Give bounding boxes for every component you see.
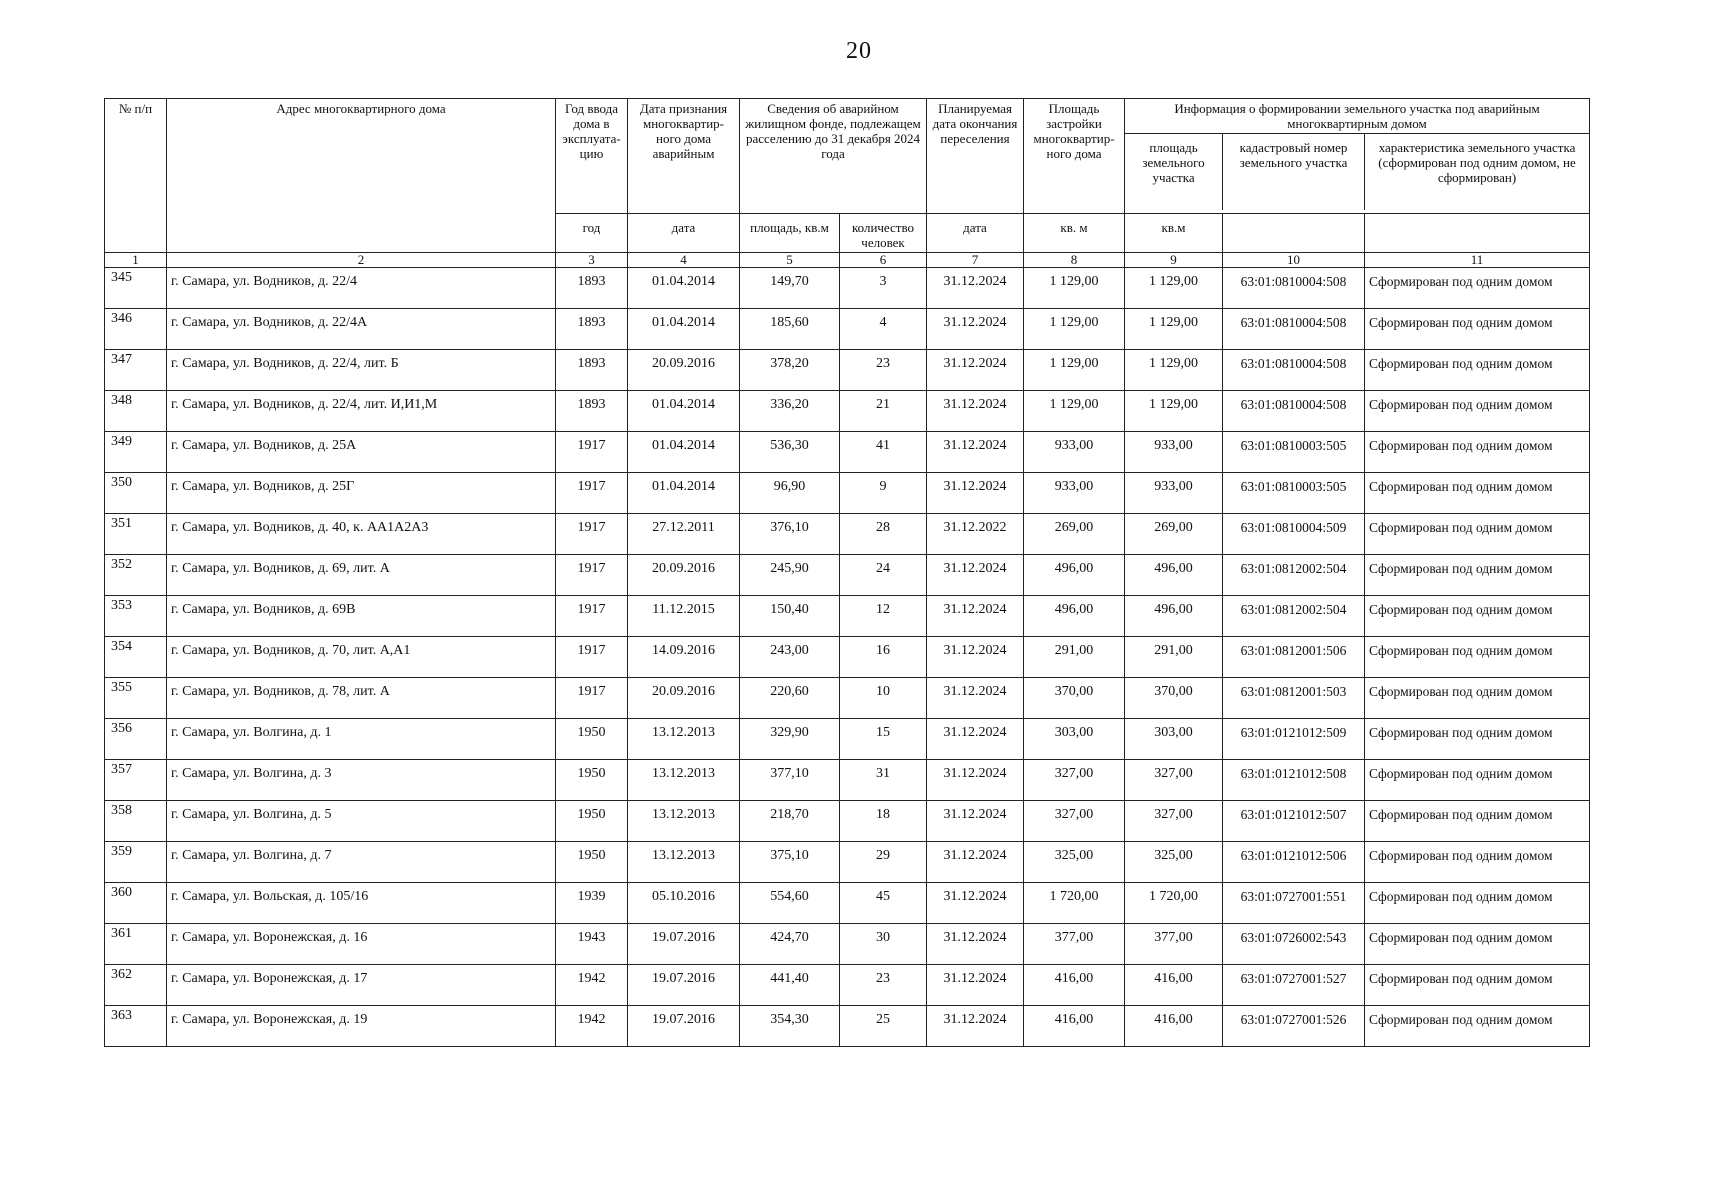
table-row (105, 555, 1590, 596)
row-cadastral: 63:01:0810003:505 (1223, 432, 1365, 473)
row-year: 1917 (556, 678, 628, 719)
row-building-area: 291,00 (1024, 637, 1125, 678)
unit-char-empty (1365, 214, 1590, 253)
row-address: г. Самара, ул. Воронежская, д. 19 (167, 1006, 556, 1047)
col-index: 9 (1125, 253, 1223, 268)
row-year: 1939 (556, 883, 628, 924)
row-land-char: Сформирован под одним домом (1365, 924, 1590, 965)
row-land-area: 1 129,00 (1125, 309, 1223, 350)
row-planned-date: 31.12.2024 (927, 1006, 1024, 1047)
row-number: 360 (105, 883, 167, 924)
row-year: 1942 (556, 965, 628, 1006)
row-date-recognized: 01.04.2014 (628, 268, 740, 309)
row-number: 353 (105, 596, 167, 637)
col-index: 1 (105, 253, 167, 268)
row-planned-date: 31.12.2024 (927, 268, 1024, 309)
col-index: 2 (167, 253, 556, 268)
row-people: 23 (840, 965, 927, 1006)
row-number: 347 (105, 350, 167, 391)
row-area: 424,70 (740, 924, 840, 965)
row-area: 354,30 (740, 1006, 840, 1047)
row-building-area: 416,00 (1024, 965, 1125, 1006)
row-land-area: 327,00 (1125, 801, 1223, 842)
row-year: 1942 (556, 1006, 628, 1047)
col-index: 10 (1223, 253, 1365, 268)
table-row (105, 350, 1590, 391)
row-address: г. Самара, ул. Водников, д. 69В (167, 596, 556, 637)
row-year: 1893 (556, 268, 628, 309)
row-land-char: Сформирован под одним домом (1365, 350, 1590, 391)
header-num: № п/п (105, 99, 167, 253)
header-address: Адрес многоквартирного дома (167, 99, 556, 253)
row-land-char: Сформирован под одним домом (1365, 596, 1590, 637)
row-planned-date: 31.12.2024 (927, 678, 1024, 719)
row-land-area: 377,00 (1125, 924, 1223, 965)
row-number: 357 (105, 760, 167, 801)
row-number: 352 (105, 555, 167, 596)
row-area: 150,40 (740, 596, 840, 637)
row-land-area: 1 720,00 (1125, 883, 1223, 924)
row-date-recognized: 19.07.2016 (628, 1006, 740, 1047)
row-year: 1917 (556, 555, 628, 596)
row-year: 1917 (556, 473, 628, 514)
row-land-char: Сформирован под одним домом (1365, 719, 1590, 760)
row-date-recognized: 14.09.2016 (628, 637, 740, 678)
row-address: г. Самара, ул. Волгина, д. 7 (167, 842, 556, 883)
row-date-recognized: 20.09.2016 (628, 555, 740, 596)
row-building-area: 327,00 (1024, 801, 1125, 842)
row-area: 375,10 (740, 842, 840, 883)
row-year: 1893 (556, 350, 628, 391)
table-row (105, 801, 1590, 842)
row-land-char: Сформирован под одним домом (1365, 1006, 1590, 1047)
row-planned-date: 31.12.2024 (927, 883, 1024, 924)
row-area: 377,10 (740, 760, 840, 801)
row-planned-date: 31.12.2024 (927, 842, 1024, 883)
row-building-area: 1 129,00 (1024, 309, 1125, 350)
row-number: 346 (105, 309, 167, 350)
row-cadastral: 63:01:0727001:551 (1223, 883, 1365, 924)
row-year: 1917 (556, 637, 628, 678)
row-number: 363 (105, 1006, 167, 1047)
row-building-area: 377,00 (1024, 924, 1125, 965)
row-building-area: 370,00 (1024, 678, 1125, 719)
row-address: г. Самара, ул. Водников, д. 22/4, лит. И,И1,М (167, 391, 556, 432)
header-cadastral: кадастровый номер земельного участка (1223, 134, 1365, 210)
row-area: 96,90 (740, 473, 840, 514)
col-index: 3 (556, 253, 628, 268)
row-year: 1917 (556, 596, 628, 637)
row-area: 376,10 (740, 514, 840, 555)
row-land-char: Сформирован под одним домом (1365, 801, 1590, 842)
row-number: 345 (105, 268, 167, 309)
row-address: г. Самара, ул. Водников, д. 78, лит. А (167, 678, 556, 719)
row-address: г. Самара, ул. Вольская, д. 105/16 (167, 883, 556, 924)
row-people: 28 (840, 514, 927, 555)
col-index: 4 (628, 253, 740, 268)
row-area: 245,90 (740, 555, 840, 596)
row-area: 378,20 (740, 350, 840, 391)
row-building-area: 1 129,00 (1024, 268, 1125, 309)
table-row (105, 391, 1590, 432)
row-building-area: 933,00 (1024, 473, 1125, 514)
row-number: 358 (105, 801, 167, 842)
row-building-area: 416,00 (1024, 1006, 1125, 1047)
row-cadastral: 63:01:0812001:506 (1223, 637, 1365, 678)
table-row (105, 883, 1590, 924)
row-area: 149,70 (740, 268, 840, 309)
page-number: 20 (846, 38, 872, 64)
row-land-area: 933,00 (1125, 432, 1223, 473)
unit-cadastral-empty (1223, 214, 1365, 253)
row-number: 354 (105, 637, 167, 678)
row-address: г. Самара, ул. Водников, д. 25Г (167, 473, 556, 514)
row-land-char: Сформирован под одним домом (1365, 965, 1590, 1006)
table-row (105, 760, 1590, 801)
row-address: г. Самара, ул. Волгина, д. 1 (167, 719, 556, 760)
table-body (105, 268, 1590, 1047)
row-cadastral: 63:01:0810003:505 (1223, 473, 1365, 514)
row-people: 41 (840, 432, 927, 473)
row-building-area: 1 129,00 (1024, 350, 1125, 391)
row-land-char: Сформирован под одним домом (1365, 842, 1590, 883)
row-year: 1950 (556, 842, 628, 883)
row-address: г. Самара, ул. Водников, д. 22/4 (167, 268, 556, 309)
row-area: 218,70 (740, 801, 840, 842)
column-index-row (105, 253, 1590, 268)
row-people: 21 (840, 391, 927, 432)
row-cadastral: 63:01:0121012:506 (1223, 842, 1365, 883)
row-number: 356 (105, 719, 167, 760)
col-index: 11 (1365, 253, 1590, 268)
row-address: г. Самара, ул. Воронежская, д. 16 (167, 924, 556, 965)
row-year: 1893 (556, 391, 628, 432)
table-row (105, 965, 1590, 1006)
row-area: 243,00 (740, 637, 840, 678)
row-building-area: 303,00 (1024, 719, 1125, 760)
row-date-recognized: 27.12.2011 (628, 514, 740, 555)
row-cadastral: 63:01:0810004:508 (1223, 350, 1365, 391)
row-land-area: 496,00 (1125, 555, 1223, 596)
row-year: 1950 (556, 801, 628, 842)
header-emergency-fund: Сведения об аварийном жилищном фонде, подлежащем расселению до 31 декабря 2024 года (740, 99, 927, 214)
table-row (105, 596, 1590, 637)
row-planned-date: 31.12.2024 (927, 350, 1024, 391)
row-building-area: 1 720,00 (1024, 883, 1125, 924)
row-cadastral: 63:01:0121012:509 (1223, 719, 1365, 760)
table-row (105, 678, 1590, 719)
row-planned-date: 31.12.2024 (927, 309, 1024, 350)
row-planned-date: 31.12.2024 (927, 391, 1024, 432)
col-index: 8 (1024, 253, 1125, 268)
unit-area: площадь, кв.м (740, 214, 840, 253)
table-row (105, 842, 1590, 883)
row-number: 348 (105, 391, 167, 432)
row-address: г. Самара, ул. Водников, д. 22/4, лит. Б (167, 350, 556, 391)
row-year: 1917 (556, 514, 628, 555)
row-year: 1943 (556, 924, 628, 965)
row-area: 554,60 (740, 883, 840, 924)
row-date-recognized: 13.12.2013 (628, 719, 740, 760)
row-people: 9 (840, 473, 927, 514)
row-land-char: Сформирован под одним домом (1365, 309, 1590, 350)
row-people: 30 (840, 924, 927, 965)
row-people: 18 (840, 801, 927, 842)
row-people: 45 (840, 883, 927, 924)
row-number: 361 (105, 924, 167, 965)
row-land-area: 416,00 (1125, 1006, 1223, 1047)
row-year: 1950 (556, 760, 628, 801)
row-number: 359 (105, 842, 167, 883)
table-row (105, 1006, 1590, 1047)
row-people: 29 (840, 842, 927, 883)
header-land-info-group (1125, 99, 1590, 214)
row-people: 31 (840, 760, 927, 801)
row-area: 329,90 (740, 719, 840, 760)
table-row (105, 924, 1590, 965)
row-address: г. Самара, ул. Водников, д. 70, лит. А,А1 (167, 637, 556, 678)
header-planned-date: Планируемая дата окончания переселения (927, 99, 1024, 214)
row-building-area: 1 129,00 (1024, 391, 1125, 432)
header-land-info: Информация о формировании земельного участка под аварийным многоквартирным домом (1125, 99, 1589, 134)
row-cadastral: 63:01:0810004:508 (1223, 391, 1365, 432)
header-land-char: характеристика земельного участка (сформирован под одним домом, не сформирован) (1378, 140, 1576, 185)
row-people: 15 (840, 719, 927, 760)
table-row (105, 473, 1590, 514)
row-number: 351 (105, 514, 167, 555)
row-planned-date: 31.12.2022 (927, 514, 1024, 555)
row-year: 1893 (556, 309, 628, 350)
row-number: 350 (105, 473, 167, 514)
emergency-housing-table (104, 98, 1590, 1047)
row-land-char: Сформирован под одним домом (1365, 883, 1590, 924)
row-address: г. Самара, ул. Волгина, д. 3 (167, 760, 556, 801)
row-planned-date: 31.12.2024 (927, 637, 1024, 678)
row-land-char: Сформирован под одним домом (1365, 514, 1590, 555)
row-date-recognized: 05.10.2016 (628, 883, 740, 924)
table-row (105, 432, 1590, 473)
row-cadastral: 63:01:0810004:509 (1223, 514, 1365, 555)
row-planned-date: 31.12.2024 (927, 555, 1024, 596)
row-cadastral: 63:01:0812002:504 (1223, 555, 1365, 596)
row-number: 349 (105, 432, 167, 473)
header-year: Год ввода дома в эксплуата-цию (556, 99, 628, 214)
row-cadastral: 63:01:0810004:508 (1223, 268, 1365, 309)
row-cadastral: 63:01:0121012:508 (1223, 760, 1365, 801)
row-land-area: 496,00 (1125, 596, 1223, 637)
row-date-recognized: 11.12.2015 (628, 596, 740, 637)
row-land-area: 933,00 (1125, 473, 1223, 514)
header-land-subcols (1125, 134, 1589, 210)
row-cadastral: 63:01:0810004:508 (1223, 309, 1365, 350)
row-land-area: 416,00 (1125, 965, 1223, 1006)
row-date-recognized: 01.04.2014 (628, 309, 740, 350)
col-index: 5 (740, 253, 840, 268)
row-address: г. Самара, ул. Водников, д. 40, к. АА1А2А3 (167, 514, 556, 555)
row-area: 185,60 (740, 309, 840, 350)
header-land-area: площадь земельного участка (1125, 134, 1223, 210)
row-date-recognized: 01.04.2014 (628, 473, 740, 514)
row-land-area: 269,00 (1125, 514, 1223, 555)
unit-planned-date: дата (927, 214, 1024, 253)
row-land-area: 303,00 (1125, 719, 1223, 760)
row-building-area: 933,00 (1024, 432, 1125, 473)
housing-table-wrapper (104, 98, 1589, 1047)
row-cadastral: 63:01:0812002:504 (1223, 596, 1365, 637)
row-date-recognized: 01.04.2014 (628, 432, 740, 473)
row-land-char: Сформирован под одним домом (1365, 473, 1590, 514)
row-cadastral: 63:01:0727001:527 (1223, 965, 1365, 1006)
row-planned-date: 31.12.2024 (927, 965, 1024, 1006)
row-area: 336,20 (740, 391, 840, 432)
row-area: 536,30 (740, 432, 840, 473)
row-building-area: 325,00 (1024, 842, 1125, 883)
row-people: 16 (840, 637, 927, 678)
row-cadastral: 63:01:0726002:543 (1223, 924, 1365, 965)
row-address: г. Самара, ул. Воронежская, д. 17 (167, 965, 556, 1006)
col-index: 6 (840, 253, 927, 268)
row-land-char: Сформирован под одним домом (1365, 637, 1590, 678)
row-planned-date: 31.12.2024 (927, 924, 1024, 965)
row-date-recognized: 13.12.2013 (628, 760, 740, 801)
col-index: 7 (927, 253, 1024, 268)
row-land-area: 1 129,00 (1125, 350, 1223, 391)
row-cadastral: 63:01:0727001:526 (1223, 1006, 1365, 1047)
row-date-recognized: 01.04.2014 (628, 391, 740, 432)
row-cadastral: 63:01:0121012:507 (1223, 801, 1365, 842)
row-number: 362 (105, 965, 167, 1006)
row-address: г. Самара, ул. Водников, д. 25А (167, 432, 556, 473)
row-planned-date: 31.12.2024 (927, 760, 1024, 801)
row-land-char: Сформирован под одним домом (1365, 432, 1590, 473)
row-land-area: 1 129,00 (1125, 391, 1223, 432)
unit-date: дата (628, 214, 740, 253)
table-row (105, 637, 1590, 678)
header-row (105, 99, 1590, 214)
row-cadastral: 63:01:0812001:503 (1223, 678, 1365, 719)
unit-land-area: кв.м (1125, 214, 1223, 253)
row-people: 25 (840, 1006, 927, 1047)
table-row (105, 268, 1590, 309)
row-planned-date: 31.12.2024 (927, 432, 1024, 473)
row-people: 24 (840, 555, 927, 596)
table-row (105, 514, 1590, 555)
row-people: 4 (840, 309, 927, 350)
row-planned-date: 31.12.2024 (927, 596, 1024, 637)
header-date-recognized: Дата признания многоквартир-ного дома аварийным (628, 99, 740, 214)
table-row (105, 309, 1590, 350)
row-address: г. Самара, ул. Водников, д. 22/4А (167, 309, 556, 350)
unit-building-area: кв. м (1024, 214, 1125, 253)
row-building-area: 496,00 (1024, 596, 1125, 637)
table-row (105, 719, 1590, 760)
row-number: 355 (105, 678, 167, 719)
row-land-area: 1 129,00 (1125, 268, 1223, 309)
row-planned-date: 31.12.2024 (927, 801, 1024, 842)
row-people: 23 (840, 350, 927, 391)
row-date-recognized: 20.09.2016 (628, 350, 740, 391)
row-year: 1917 (556, 432, 628, 473)
row-land-char: Сформирован под одним домом (1365, 391, 1590, 432)
row-land-char: Сформирован под одним домом (1365, 555, 1590, 596)
row-people: 3 (840, 268, 927, 309)
row-building-area: 269,00 (1024, 514, 1125, 555)
row-land-char: Сформирован под одним домом (1365, 268, 1590, 309)
row-address: г. Самара, ул. Волгина, д. 5 (167, 801, 556, 842)
row-area: 441,40 (740, 965, 840, 1006)
header-building-area: Площадь застройки многоквартир-ного дома (1024, 99, 1125, 214)
row-land-area: 291,00 (1125, 637, 1223, 678)
row-planned-date: 31.12.2024 (927, 473, 1024, 514)
row-land-area: 327,00 (1125, 760, 1223, 801)
row-people: 12 (840, 596, 927, 637)
unit-people: количество человек (840, 214, 927, 253)
row-area: 220,60 (740, 678, 840, 719)
unit-year: год (556, 214, 628, 253)
row-building-area: 496,00 (1024, 555, 1125, 596)
row-date-recognized: 19.07.2016 (628, 924, 740, 965)
row-year: 1950 (556, 719, 628, 760)
row-building-area: 327,00 (1024, 760, 1125, 801)
row-land-char: Сформирован под одним домом (1365, 760, 1590, 801)
row-date-recognized: 20.09.2016 (628, 678, 740, 719)
row-land-char: Сформирован под одним домом (1365, 678, 1590, 719)
row-address: г. Самара, ул. Водников, д. 69, лит. А (167, 555, 556, 596)
row-people: 10 (840, 678, 927, 719)
row-date-recognized: 19.07.2016 (628, 965, 740, 1006)
row-land-area: 325,00 (1125, 842, 1223, 883)
row-land-area: 370,00 (1125, 678, 1223, 719)
row-planned-date: 31.12.2024 (927, 719, 1024, 760)
row-date-recognized: 13.12.2013 (628, 842, 740, 883)
row-date-recognized: 13.12.2013 (628, 801, 740, 842)
